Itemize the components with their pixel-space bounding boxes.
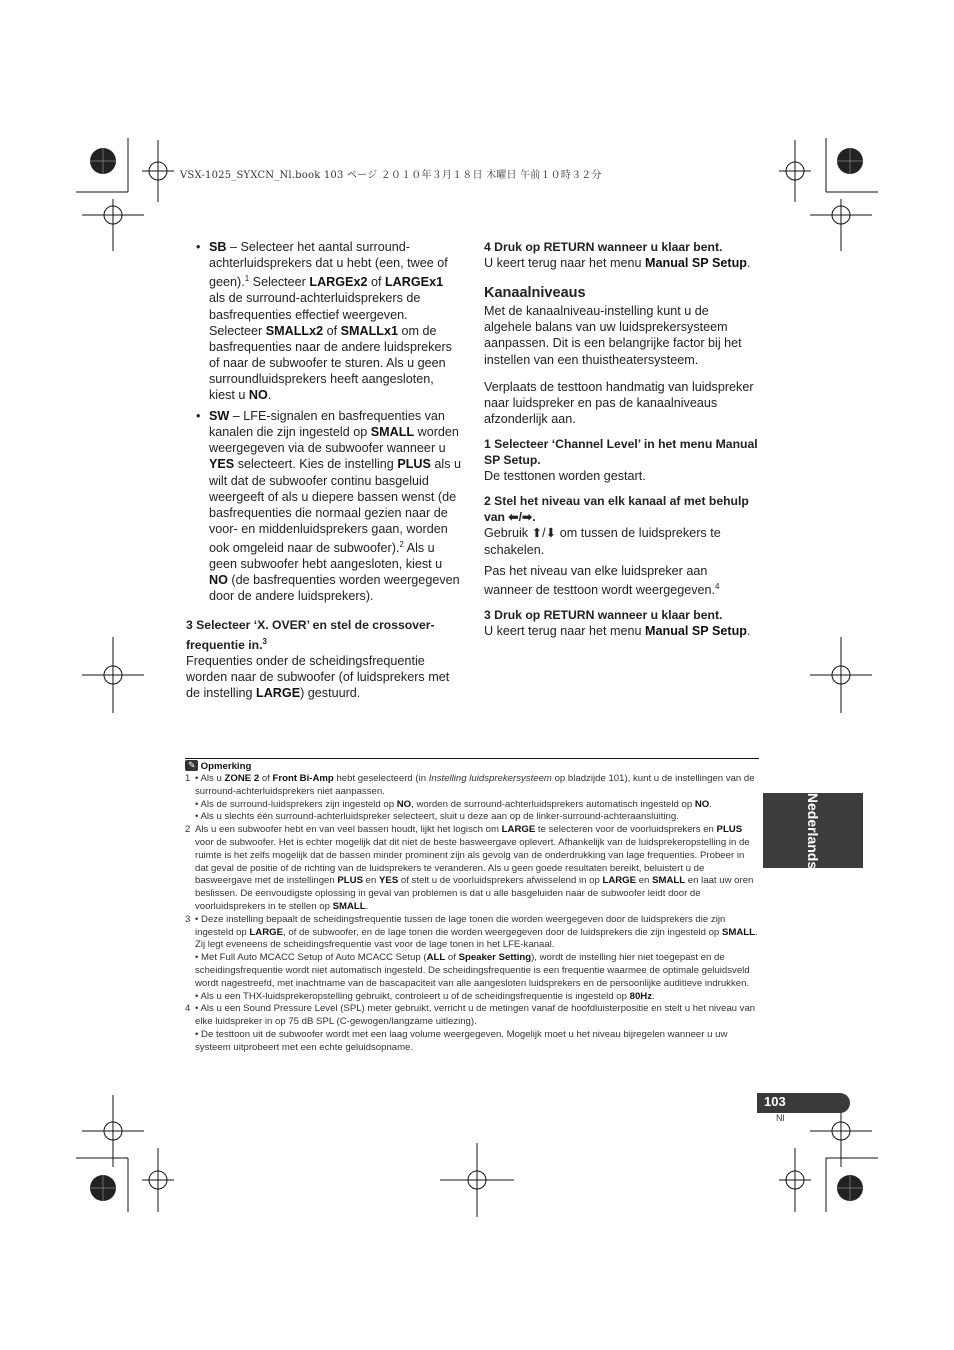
- language-code: Nl: [776, 1113, 785, 1123]
- step-3-text: Frequenties onder de scheidingsfrequentie worden naar de subwoofer (of luidsprekers met de instelling LARGE) gestuurd.: [186, 653, 450, 700]
- step-3-title: 3 Selecteer ‘X. OVER’ en stel de crossover-frequentie in.$^3$: [186, 618, 435, 652]
- language-side-tab: Nederlands: [763, 793, 863, 868]
- section-heading: Kanaalniveaus: [484, 285, 586, 302]
- footnote-4: 4 • Als u een Sound Pressure Level (SPL) meter gebruikt, verricht u de metingen vanaf de hoofdluisterpositie en stelt u het niveau van elke luidspreker in op 75 dB SPL (C-gewogen/langzame uitlezing). • De testtoon uit de subwoofer wordt met een laag volume weergegeven. Mogelijk moet u het niveau bijregelen wanneer u uw systeem uitprobeert met een echte geluidsopname.: [185, 1003, 756, 1053]
- level-step-2-title: 2 Stel het niveau van elk kanaal af met behulp van ⬅/➡.: [484, 494, 749, 525]
- level-step-3-text: U keert terug naar het menu Manual SP Setup.: [484, 624, 751, 639]
- bullet-icon: •: [196, 240, 201, 254]
- level-step-2-text-2: Pas het niveau van elke luidspreker aan wanneer de testtoon wordt weergegeven.$^4$: [484, 563, 720, 597]
- bullet-sw: • SW – LFE-signalen en basfrequenties van kanalen die zijn ingesteld op SMALL worden weergegeven via de subwoofer wanneer u YES selecteert. Kies de instelling PLUS als u wilt dat de subwoofer continu basgeluid weergeeft of als u diepere bassen wenst (de basfrequenties die normaal gezien naar de voor- en middenluidsprekers gaan, worden ook omgeleid naar de subwoofer).$^2$ Als u geen subwoofer hebt aangesloten, kiest u NO (de basfrequenties worden weergegeven door de andere luidsprekers).: [196, 409, 462, 604]
- level-step-3-title: 3 Druk op RETURN wanneer u klaar bent.: [484, 607, 723, 622]
- left-column: [186, 239, 461, 701]
- bullet-sb: • SB – Selecteer het aantal surround-achterluidsprekers dat u hebt (een, twee of geen).$^1$ Selecteer LARGEx2 of LARGEx1 als de surround-achterluidsprekers de basfrequenties effectief weergeven. Selecteer SMALLx2 of SMALLx1 om de basfrequenties naar de andere luidsprekers of naar de subwoofer te sturen. Als u geen surroundluidsprekers heeft aangesloten, kiest u NO.: [196, 240, 452, 403]
- footnote-1: 1 • Als u ZONE 2 of Front Bi-Amp hebt geselecteerd (in Instelling luidsprekersysteem op bladzijde 101), kunt u de instellingen van de surround-achterluidsprekers niet aanpassen. • Als de surround-luidsprekers zijn ingesteld op NO, worden de surround-achterluidsprekers automatisch ingesteld op NO. • Als u slechts één surround-achterluidspreker selecteert, sluit u deze aan op de linker-surround-achteraansluiting.: [185, 773, 755, 823]
- intro-paragraph-2: Verplaats de testtoon handmatig van luidspreker naar luidspreker en pas de kanaalniveaus afzonderlijk aan.: [484, 379, 754, 426]
- level-step-1-title: 1 Selecteer ‘Channel Level’ in het menu Manual SP Setup.: [484, 436, 758, 468]
- step-4-text: U keert terug naar het menu Manual SP Setup.: [484, 256, 751, 271]
- level-step-2-text-1: Gebruik ⬆/⬇ om tussen de luidsprekers te schakelen.: [484, 526, 721, 557]
- note-icon: ✎: [185, 760, 198, 771]
- note-heading: ✎ Opmerking: [185, 760, 759, 773]
- page-number-badge: 103: [757, 1093, 850, 1113]
- bullet-icon: •: [196, 409, 201, 424]
- footnote-2: 2 Als u een subwoofer hebt en van veel bassen houdt, lijkt het logisch om LARGE te selecteren voor de voorluidsprekers en PLUS voor de subwoofer. Het is echter mogelijk dat dit niet de beste basweergave oplevert. Afhankelijk van de luidsprekeropstelling in de ruimte is het zelfs mogelijk dat de bassen minder prominent zijn als gevolg van de onderdrukking van lage frequenties. Probeer in dat geval de positie of de richting van de luidsprekers te veranderen. Als u geen goede resultaten bereikt, beluistert u de basweergave met de instellingen PLUS en YES of stelt u de voorluidsprekers afwisselend in op LARGE en SMALL en laat uw oren beslissen. De eenvoudigste oplossing in geval van problemen is dat u alle basgeluiden naar de subwoofer leidt door de voorluidsprekers in te stellen op SMALL.: [185, 824, 754, 912]
- intro-paragraph-1: Met de kanaalniveau-instelling kunt u de algehele balans van uw luidsprekersysteem aanpassen. Dit is een belangrijke factor bij het instellen van een thuistheatersysteem.: [484, 304, 742, 367]
- right-column: [484, 239, 758, 639]
- footnote-3: 3 • Deze instelling bepaalt de scheidingsfrequentie tussen de lage tonen die worden weergegeven door de luidsprekers die zijn ingesteld op LARGE, of de subwoofer, en de lage tonen die worden weergegeven door de luidsprekers die zijn ingesteld op SMALL. Zij legt eveneens de scheidingsfrequentie vast voor de lage tonen in het LFE-kanaal. • Met Full Auto MCACC Setup of Auto MCACC Setup (ALL of Speaker Setting), wordt de instelling hier niet toegepast en de scheidingsfrequentie wordt niet automatisch ingesteld. De scheidingsfrequentie is een frequentie waarmee de optimale geluidsveld wordt nagestreefd, met inachtname van de bascapaciteit van alle aangesloten luidsprekers en de persoonlijke auditieve indrukken. • Als u een THX-luidsprekeropstelling gebruikt, controleert u of de scheidingsfrequentie is ingesteld op 80Hz.: [185, 913, 758, 1002]
- footnotes: [185, 758, 759, 1055]
- print-header: VSX-1025_SYXCN_Nl.book 103 ページ ２０１０年３月１８日 木曜日 午前１０時３２分: [180, 170, 602, 181]
- step-4-title: 4 Druk op RETURN wanneer u klaar bent.: [484, 240, 723, 254]
- level-step-1-text: De testtonen worden gestart.: [484, 469, 646, 484]
